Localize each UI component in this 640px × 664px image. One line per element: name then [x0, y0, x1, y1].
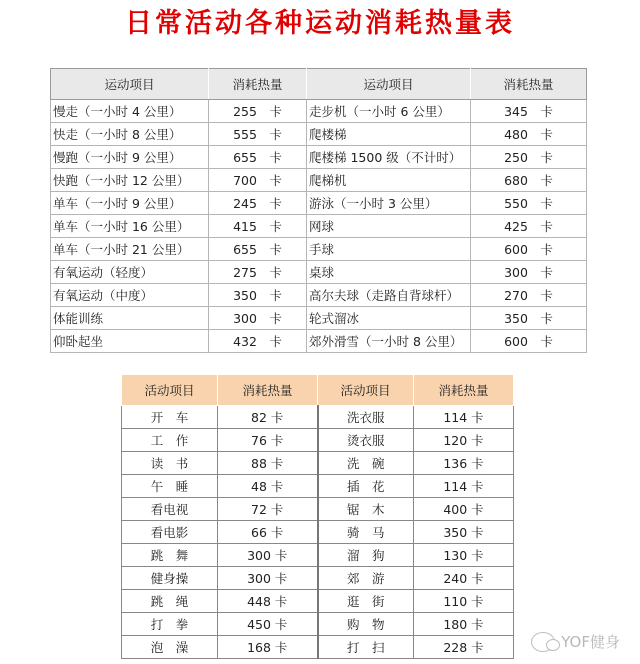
- activity-cell: 购 物: [318, 613, 414, 636]
- calorie-cell: 240 卡: [414, 567, 514, 590]
- table-row: [122, 613, 514, 636]
- activity-cell: 逛 街: [318, 590, 414, 613]
- calorie-cell: 168 卡: [218, 636, 318, 659]
- activity-cell: 爬楼梯 1500 级（不计时）: [307, 146, 471, 169]
- calorie-cell: 655 卡: [209, 238, 307, 261]
- table-row: [51, 215, 587, 238]
- table-row: [51, 261, 587, 284]
- table-row: [122, 452, 514, 475]
- activity-cell: 跳 绳: [122, 590, 218, 613]
- activity-cell: 读 书: [122, 452, 218, 475]
- table-row: [51, 307, 587, 330]
- table-row: [51, 100, 587, 123]
- activity-cell: 仰卧起坐: [51, 330, 209, 353]
- calorie-cell: 345 卡: [471, 100, 587, 123]
- column-header: 消耗热量: [414, 375, 514, 406]
- activity-cell: 洗衣服: [318, 406, 414, 429]
- calorie-cell: 350 卡: [471, 307, 587, 330]
- calorie-cell: 66 卡: [218, 521, 318, 544]
- activity-cell: 快走（一小时 8 公里）: [51, 123, 209, 146]
- activity-cell: 手球: [307, 238, 471, 261]
- activity-cell: 走步机（一小时 6 公里）: [307, 100, 471, 123]
- calorie-cell: 114 卡: [414, 406, 514, 429]
- table-row: [51, 238, 587, 261]
- calorie-cell: 300 卡: [218, 567, 318, 590]
- column-header: 运动项目: [51, 69, 209, 100]
- activity-cell: 郊 游: [318, 567, 414, 590]
- activity-cell: 网球: [307, 215, 471, 238]
- activity-cell: 健身操: [122, 567, 218, 590]
- activity-cell: 溜 狗: [318, 544, 414, 567]
- watermark-text: YOF健身: [561, 633, 620, 651]
- calorie-cell: 300 卡: [471, 261, 587, 284]
- table-header-row: [51, 69, 587, 100]
- calorie-cell: 400 卡: [414, 498, 514, 521]
- activity-cell: 快跑（一小时 12 公里）: [51, 169, 209, 192]
- calorie-table-daily-activity: [121, 374, 514, 659]
- column-header: 消耗热量: [218, 375, 318, 406]
- table-row: [122, 475, 514, 498]
- calorie-cell: 245 卡: [209, 192, 307, 215]
- table-row: [122, 636, 514, 659]
- activity-cell: 跳 舞: [122, 544, 218, 567]
- table-row: [51, 123, 587, 146]
- table-row: [122, 429, 514, 452]
- activity-cell: 打 拳: [122, 613, 218, 636]
- activity-cell: 慢走（一小时 4 公里）: [51, 100, 209, 123]
- activity-cell: 有氧运动（中度）: [51, 284, 209, 307]
- activity-cell: 郊外滑雪（一小时 8 公里）: [307, 330, 471, 353]
- calorie-cell: 600 卡: [471, 330, 587, 353]
- activity-cell: 单车（一小时 16 公里）: [51, 215, 209, 238]
- calorie-cell: 270 卡: [471, 284, 587, 307]
- activity-cell: 爬楼梯: [307, 123, 471, 146]
- activity-cell: 单车（一小时 9 公里）: [51, 192, 209, 215]
- calorie-cell: 350 卡: [209, 284, 307, 307]
- calorie-table-exercise: [50, 68, 587, 353]
- calorie-cell: 130 卡: [414, 544, 514, 567]
- table-row: [51, 146, 587, 169]
- activity-cell: 洗 碗: [318, 452, 414, 475]
- calorie-cell: 300 卡: [218, 544, 318, 567]
- table-row: [51, 192, 587, 215]
- calorie-cell: 114 卡: [414, 475, 514, 498]
- activity-cell: 看电影: [122, 521, 218, 544]
- calorie-cell: 136 卡: [414, 452, 514, 475]
- table-row: [51, 330, 587, 353]
- activity-cell: 爬梯机: [307, 169, 471, 192]
- calorie-cell: 275 卡: [209, 261, 307, 284]
- activity-cell: 轮式溜冰: [307, 307, 471, 330]
- column-header: 活动项目: [122, 375, 218, 406]
- activity-cell: 锯 木: [318, 498, 414, 521]
- calorie-cell: 48 卡: [218, 475, 318, 498]
- calorie-cell: 180 卡: [414, 613, 514, 636]
- activity-cell: 工 作: [122, 429, 218, 452]
- activity-cell: 打 扫: [318, 636, 414, 659]
- column-header: 活动项目: [318, 375, 414, 406]
- activity-cell: 桌球: [307, 261, 471, 284]
- calorie-cell: 110 卡: [414, 590, 514, 613]
- calorie-cell: 350 卡: [414, 521, 514, 544]
- activity-cell: 烫衣服: [318, 429, 414, 452]
- calorie-cell: 555 卡: [209, 123, 307, 146]
- activity-cell: 高尔夫球（走路自背球杆）: [307, 284, 471, 307]
- activity-cell: 开 车: [122, 406, 218, 429]
- calorie-cell: 450 卡: [218, 613, 318, 636]
- column-header: 运动项目: [307, 69, 471, 100]
- calorie-cell: 120 卡: [414, 429, 514, 452]
- calorie-cell: 415 卡: [209, 215, 307, 238]
- activity-cell: 有氧运动（轻度）: [51, 261, 209, 284]
- calorie-cell: 480 卡: [471, 123, 587, 146]
- table-row: [122, 567, 514, 590]
- calorie-cell: 82 卡: [218, 406, 318, 429]
- calorie-cell: 300 卡: [209, 307, 307, 330]
- activity-cell: 游泳（一小时 3 公里）: [307, 192, 471, 215]
- calorie-cell: 700 卡: [209, 169, 307, 192]
- watermark: [531, 631, 620, 652]
- activity-cell: 泡 澡: [122, 636, 218, 659]
- table-row: [122, 498, 514, 521]
- calorie-cell: 228 卡: [414, 636, 514, 659]
- table-row: [51, 169, 587, 192]
- page-title: 日常活动各种运动消耗热量表: [125, 8, 515, 39]
- column-header: 消耗热量: [209, 69, 307, 100]
- calorie-cell: 250 卡: [471, 146, 587, 169]
- calorie-cell: 255 卡: [209, 100, 307, 123]
- activity-cell: 午 睡: [122, 475, 218, 498]
- calorie-cell: 655 卡: [209, 146, 307, 169]
- activity-cell: 单车（一小时 21 公里）: [51, 238, 209, 261]
- calorie-cell: 432 卡: [209, 330, 307, 353]
- activity-cell: 慢跑（一小时 9 公里）: [51, 146, 209, 169]
- calorie-cell: 600 卡: [471, 238, 587, 261]
- calorie-cell: 550 卡: [471, 192, 587, 215]
- table-row: [122, 544, 514, 567]
- activity-cell: 体能训练: [51, 307, 209, 330]
- column-header: 消耗热量: [471, 69, 587, 100]
- wechat-icon: [531, 632, 555, 652]
- calorie-cell: 72 卡: [218, 498, 318, 521]
- activity-cell: 看电视: [122, 498, 218, 521]
- table-row: [122, 521, 514, 544]
- calorie-cell: 88 卡: [218, 452, 318, 475]
- calorie-cell: 425 卡: [471, 215, 587, 238]
- calorie-cell: 76 卡: [218, 429, 318, 452]
- activity-cell: 骑 马: [318, 521, 414, 544]
- table-row: [122, 590, 514, 613]
- table-row: [51, 284, 587, 307]
- calorie-cell: 448 卡: [218, 590, 318, 613]
- table-row: [122, 406, 514, 429]
- calorie-cell: 680 卡: [471, 169, 587, 192]
- table-header-row: [122, 375, 514, 406]
- activity-cell: 插 花: [318, 475, 414, 498]
